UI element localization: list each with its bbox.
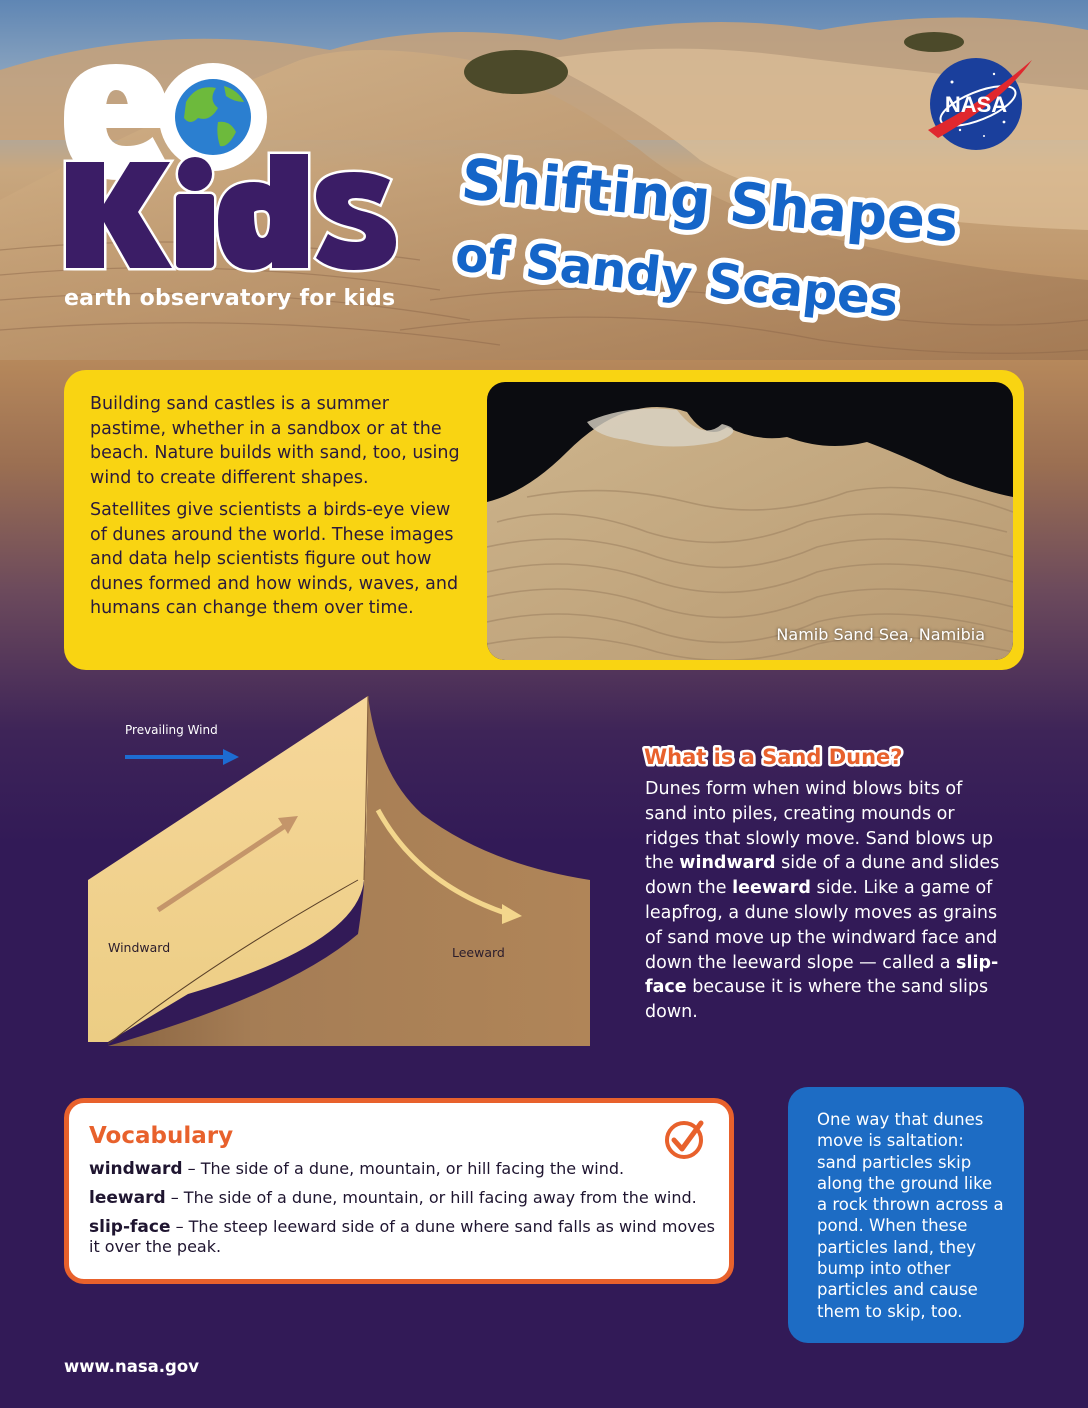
dune-section-title xyxy=(640,736,940,776)
intro-paragraph-1: Building sand castles is a summer pastime, whether in a sandbox or at the beach. Nature builds with sand, too, using wind to create different shapes. xyxy=(90,394,460,488)
intro-box xyxy=(64,370,1024,670)
saltation-box xyxy=(788,1087,1024,1343)
eo-kids-logo xyxy=(58,62,398,292)
saltation-text: One way that dunes move is saltation: sand particles skip along the ground like a rock thrown across a pond. When these particles land, they bump into other particles and cause them to skip, too. xyxy=(817,1110,1004,1321)
vocabulary-item xyxy=(89,1217,717,1256)
sand-dune-diagram xyxy=(88,694,590,1046)
windward-label: Windward xyxy=(108,940,171,955)
vocabulary-item xyxy=(89,1159,717,1179)
title-line-1: Shifting Shapes xyxy=(458,147,962,256)
logo-tagline: earth observatory for kids xyxy=(64,286,396,311)
page-title xyxy=(440,120,1040,350)
namib-photo xyxy=(487,382,1013,660)
vocab-term: windward xyxy=(89,1159,183,1179)
wind-arrow-icon xyxy=(125,748,245,766)
vocab-term: slip-face xyxy=(89,1217,171,1237)
title-line-2: of Sandy Scapes xyxy=(452,226,902,329)
dune-explanation xyxy=(645,777,1005,1025)
dune-text-part: Dunes form when wind blows bits of sand into piles, creating mounds or ridges that slowly move. Sand blows up the xyxy=(645,779,994,874)
dune-text-part: side of a dune and slides down the xyxy=(645,853,1000,899)
leeward-label: Leeward xyxy=(452,945,505,960)
vocab-definition: – The side of a dune, mountain, or hill facing the wind. xyxy=(182,1159,625,1178)
namib-sand-image xyxy=(487,382,1013,660)
vocabulary-list xyxy=(89,1159,717,1265)
intro-text xyxy=(90,392,470,629)
vocabulary-title: Vocabulary xyxy=(89,1123,234,1149)
dune-term-windward: windward xyxy=(679,853,776,874)
dune-text-part: because it is where the sand slips down. xyxy=(645,977,989,1023)
dune-term-slip-face: slip-face xyxy=(645,952,999,998)
vocabulary-item xyxy=(89,1188,717,1208)
vocab-definition: – The steep leeward side of a dune where sand falls as wind moves it over the peak. xyxy=(89,1217,715,1256)
intro-paragraph-2: Satellites give scientists a birds-eye view of dunes around the world. These images and data help scientists figure out how dunes formed and how winds, waves, and humans can change them over time. xyxy=(90,500,459,618)
footer-url-link[interactable]: www.nasa.gov xyxy=(64,1357,199,1376)
vocab-term: leeward xyxy=(89,1188,166,1208)
vocab-definition: – The side of a dune, mountain, or hill facing away from the wind. xyxy=(165,1188,697,1207)
vocabulary-box xyxy=(64,1098,734,1284)
dune-title-text: What is a Sand Dune? xyxy=(644,745,903,769)
nasa-logo-text: NASA xyxy=(944,92,1008,117)
checkmark-icon xyxy=(663,1119,705,1161)
photo-caption: Namib Sand Sea, Namibia xyxy=(776,625,985,644)
dune-text-part: side. Like a game of leapfrog, a dune slowly moves as grains of sand move up the windward face and down the leeward slope — called a xyxy=(645,878,998,973)
wind-label: Prevailing Wind xyxy=(125,723,218,737)
dune-term-leeward: leeward xyxy=(732,878,811,899)
